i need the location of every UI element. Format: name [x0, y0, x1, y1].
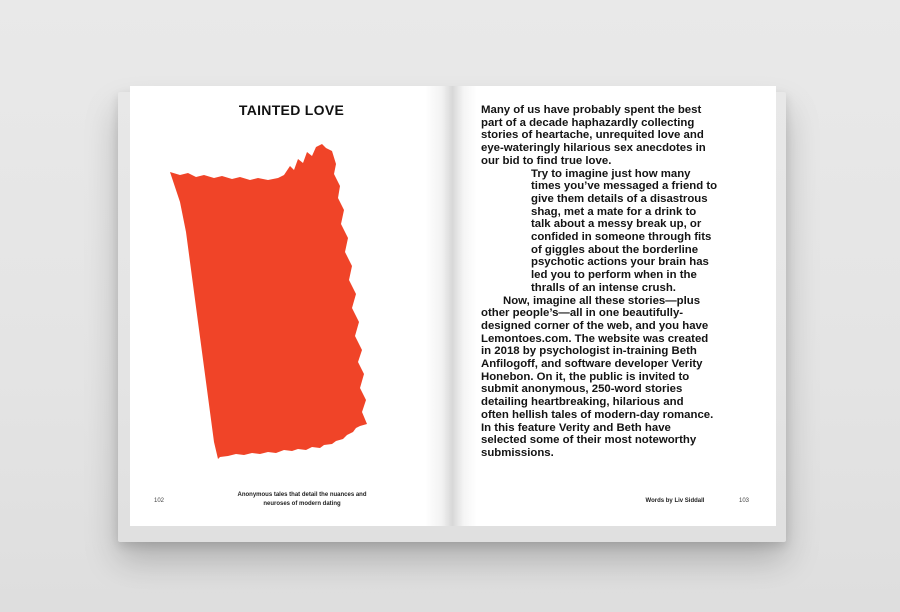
torn-paper-shape	[166, 142, 382, 462]
text-line: Lemontoes.com. The website was created	[481, 332, 709, 345]
closing-paragraph	[481, 295, 756, 460]
text-line: confided in someone through fits	[531, 231, 712, 244]
page-number-left: 102	[154, 498, 165, 504]
text-line: selected some of their most noteworthy	[481, 434, 697, 447]
article-body	[481, 104, 756, 460]
text-line: Now, imagine all these stories—plus	[503, 294, 701, 307]
text-line: Anfilogoff, and software developer Verity	[481, 358, 703, 371]
text-line: psychotic actions your brain has	[531, 256, 709, 269]
text-line: led you to perform when in the	[531, 269, 697, 282]
text-line: detailing heartbreaking, hilarious and	[481, 396, 684, 409]
text-line: other people’s—all in one beautifully-	[481, 307, 684, 320]
intro-paragraph	[481, 104, 756, 168]
magazine-spread	[130, 86, 776, 526]
article-caption	[196, 491, 408, 508]
text-line: often hellish tales of modern-day romance.	[481, 408, 714, 421]
text-line: in 2018 by psychologist in-training Beth	[481, 345, 697, 358]
text-line: Try to imagine just how many	[531, 167, 691, 180]
text-line: eye-wateringly hilarious sex anecdotes in	[481, 142, 706, 155]
article-title: TAINTED LOVE	[238, 102, 345, 118]
page-number-right: 103	[738, 498, 749, 504]
text-line: Many of us have probably spent the best	[481, 104, 702, 116]
text-line: designed corner of the web, and you have	[481, 319, 709, 332]
text-line: our bid to find true love.	[481, 154, 612, 167]
gutter-shadow-left	[425, 86, 453, 526]
text-line: part of a decade haphazardly collecting	[481, 116, 695, 129]
text-line: of giggles about the borderline	[531, 243, 699, 256]
left-page	[130, 86, 453, 526]
caption-line: neuroses of modern dating	[263, 500, 341, 507]
text-line: stories of heartache, unrequited love and	[481, 129, 704, 142]
text-line: submit anonymous, 250-word stories	[481, 383, 683, 396]
text-line: Honebon. On it, the public is invited to	[481, 370, 690, 383]
right-page	[453, 86, 776, 526]
text-line: submissions.	[481, 446, 554, 459]
gutter-shadow-right	[453, 86, 477, 526]
text-line: thralls of an intense crush.	[531, 281, 676, 294]
author-credit: Words by Liv Siddall	[645, 498, 705, 504]
text-line: give them details of a disastrous	[531, 192, 708, 205]
text-line: In this feature Verity and Beth have	[481, 421, 671, 434]
torn-paper-fill	[170, 144, 367, 459]
caption-line: Anonymous tales that detail the nuances and	[237, 492, 367, 498]
text-line: shag, met a mate for a drink to	[531, 205, 697, 218]
text-line: times you’ve messaged a friend to	[531, 180, 718, 193]
text-line: talk about a messy break up, or	[531, 218, 702, 231]
indented-paragraph	[481, 168, 756, 295]
